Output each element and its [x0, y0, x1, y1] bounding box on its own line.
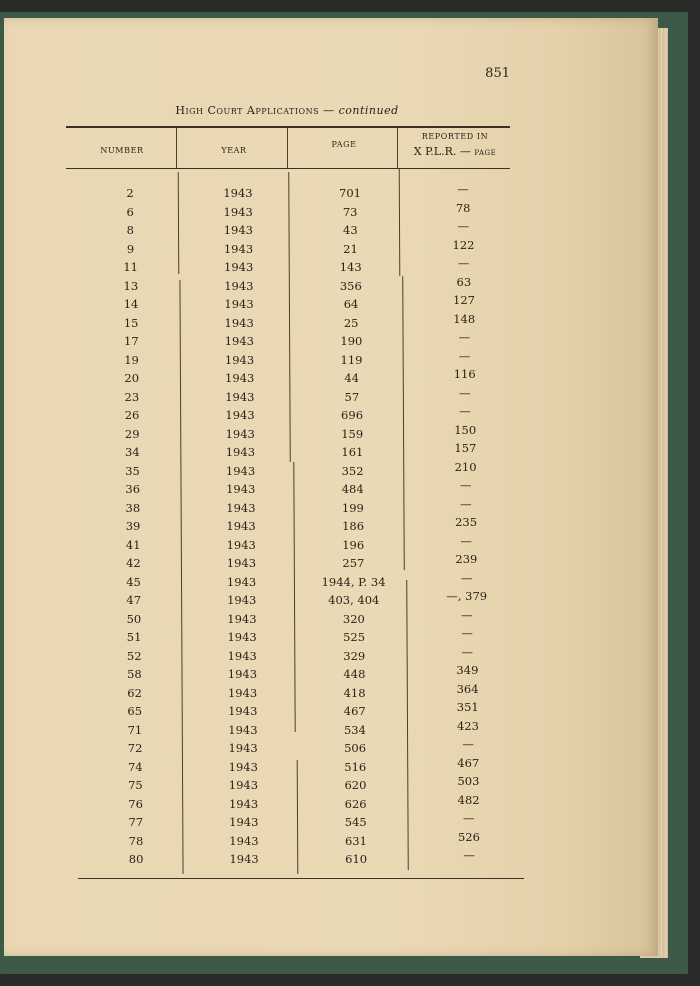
cell-year: 1943 [227, 685, 258, 700]
cell-page: 43 [343, 223, 358, 237]
running-title [66, 104, 508, 117]
table-row [5, 774, 700, 797]
cell-number: 65 [127, 704, 143, 718]
cell-page: 159 [341, 426, 364, 441]
cell-reported: — [457, 256, 470, 270]
cell-reported: —, 379 [446, 589, 488, 603]
cell-page: 620 [344, 778, 367, 792]
table-row [2, 348, 700, 372]
cell-year: 1943 [223, 186, 253, 200]
cell-number: 9 [126, 241, 135, 256]
cell-year: 1943 [224, 278, 254, 293]
table-row [1, 237, 700, 261]
cell-page: 25 [343, 315, 359, 330]
header-reported-line1: REPORTED IN [421, 132, 489, 141]
cell-number: 34 [125, 445, 140, 459]
cell-number: 36 [125, 482, 141, 496]
cell-page: 626 [344, 796, 367, 811]
cell-page: 57 [344, 389, 360, 404]
table-row [0, 200, 700, 224]
cell-page: 196 [342, 537, 365, 552]
cell-number: 42 [126, 556, 141, 570]
cell-year: 1943 [227, 648, 257, 663]
cell-reported: — [463, 811, 475, 825]
cell-reported: — [460, 496, 472, 511]
cell-number: 8 [126, 223, 134, 237]
header-number: NUMBER [100, 146, 144, 155]
cell-number: 77 [128, 815, 144, 829]
cell-number: 45 [126, 574, 141, 589]
cell-year: 1943 [227, 593, 257, 607]
table-row [3, 459, 700, 483]
cell-page: 73 [342, 204, 358, 219]
table-body [0, 182, 700, 871]
cell-page: 44 [344, 371, 360, 385]
cell-year: 1943 [225, 463, 256, 478]
cell-year: 1943 [229, 815, 259, 829]
cell-reported: 148 [453, 311, 476, 326]
table-row [5, 737, 700, 760]
cell-number: 58 [127, 667, 142, 681]
cell-page: 696 [341, 408, 364, 422]
table-row [6, 829, 700, 853]
cell-year: 1943 [228, 704, 258, 718]
cell-reported: — [461, 626, 473, 640]
cell-number: 51 [126, 630, 142, 644]
cell-reported: — [463, 848, 475, 862]
cell-reported: 127 [453, 293, 475, 307]
cell-year: 1943 [224, 297, 254, 311]
cell-year: 1943 [226, 500, 256, 515]
table-row [5, 718, 700, 742]
cell-page: 119 [340, 352, 363, 367]
table-row [1, 293, 700, 316]
cell-page: 356 [339, 278, 362, 293]
cell-year: 1943 [224, 352, 255, 367]
cell-year: 1943 [228, 778, 259, 792]
header-reported-source: X P.L.R. — [413, 145, 471, 158]
cell-number: 15 [123, 315, 139, 330]
cell-page: 701 [339, 186, 361, 200]
cell-year: 1943 [226, 574, 257, 589]
cell-number: 41 [125, 537, 141, 552]
cell-reported: 210 [454, 459, 477, 474]
cell-reported: — [461, 607, 473, 622]
cell-page: 64 [343, 297, 359, 311]
cell-page: 545 [344, 815, 367, 829]
cell-year: 1943 [224, 260, 254, 274]
cell-reported: 482 [457, 792, 480, 807]
table-row [3, 478, 700, 501]
cell-number: 80 [128, 852, 144, 866]
cell-number: 78 [128, 833, 144, 848]
cell-year: 1943 [228, 759, 258, 774]
table-row [4, 663, 700, 686]
cell-year: 1943 [225, 371, 255, 385]
cell-number: 52 [126, 648, 142, 663]
cell-reported: 122 [452, 237, 475, 252]
header-year: YEAR [221, 146, 247, 155]
cell-reported: — [457, 182, 469, 196]
cell-number: 26 [124, 408, 140, 422]
cell-number: 39 [125, 519, 141, 533]
table-top-rule [66, 126, 510, 128]
table-row [2, 404, 700, 427]
cell-reported: 235 [455, 515, 478, 529]
cell-reported: — [457, 219, 470, 233]
page-number: 851 [485, 66, 510, 81]
cell-page: 1944, P. 34 [321, 574, 386, 589]
table-row [0, 219, 700, 242]
cell-number: 23 [124, 389, 140, 404]
table-row [6, 848, 700, 871]
cell-page: 143 [339, 260, 362, 274]
cell-number: 62 [127, 685, 142, 700]
cell-number: 75 [128, 778, 143, 792]
table-row [5, 755, 700, 779]
cell-number: 19 [124, 352, 139, 367]
running-title-continued: — continued [323, 104, 399, 117]
cell-year: 1943 [224, 315, 254, 330]
cell-year: 1943 [223, 241, 254, 256]
table-row [3, 496, 700, 520]
cell-page: 610 [345, 852, 368, 866]
table-row [0, 182, 700, 205]
cell-reported: 364 [456, 681, 479, 696]
cell-page: 320 [342, 611, 365, 626]
table-row [3, 533, 700, 557]
cell-reported: 116 [453, 367, 476, 381]
table-bottom-rule [78, 878, 524, 879]
table-row [5, 700, 700, 723]
cell-reported: — [458, 330, 471, 344]
cell-year: 1943 [227, 667, 258, 681]
table-row [3, 552, 700, 575]
cell-year: 1943 [226, 482, 256, 496]
cell-reported: 349 [456, 663, 479, 677]
cell-reported: 351 [456, 700, 479, 714]
cell-page: 403, 404 [328, 593, 380, 607]
table-row [2, 441, 700, 464]
header-reported-line2 [398, 145, 512, 158]
cell-year: 1943 [227, 630, 257, 644]
cell-page: 190 [340, 334, 363, 348]
cell-reported: — [460, 570, 473, 585]
cell-reported: 78 [455, 200, 471, 215]
cell-number: 17 [124, 334, 139, 348]
table-row [2, 422, 700, 446]
table-row [3, 515, 700, 538]
cell-number: 6 [126, 204, 134, 219]
header-page: PAGE [331, 140, 357, 149]
cell-year: 1943 [225, 426, 255, 441]
cell-number: 11 [123, 260, 138, 274]
cell-reported: 503 [457, 774, 480, 788]
cell-year: 1943 [225, 389, 255, 404]
table-row [1, 311, 700, 335]
cell-reported: — [461, 644, 473, 659]
cell-number: 71 [127, 722, 143, 737]
cell-page: 506 [344, 741, 367, 755]
cell-page: 516 [344, 759, 367, 774]
table-row [4, 570, 700, 594]
cell-year: 1943 [226, 519, 256, 533]
cell-year: 1943 [224, 334, 255, 348]
cell-reported: 239 [455, 552, 478, 566]
cell-page: 418 [343, 685, 366, 700]
cell-page: 329 [343, 648, 366, 663]
cell-year: 1943 [228, 722, 258, 737]
running-title-text: High Court Applications [175, 104, 320, 117]
cell-year: 1943 [229, 852, 259, 866]
table-row [1, 256, 700, 279]
cell-reported: — [458, 348, 471, 363]
cell-number: 20 [124, 371, 140, 385]
cell-reported: 150 [454, 422, 477, 437]
cell-number: 47 [126, 593, 142, 607]
cell-reported: — [462, 737, 474, 751]
cell-reported: — [459, 404, 471, 418]
cell-page: 484 [341, 482, 364, 496]
cell-year: 1943 [227, 611, 257, 626]
cell-reported: — [459, 478, 472, 492]
header-reported-page: PAGE [474, 149, 497, 157]
cell-year: 1943 [223, 223, 253, 237]
cell-number: 50 [126, 611, 142, 626]
cell-number: 35 [125, 463, 140, 478]
table-row [2, 367, 700, 390]
cell-reported: 526 [457, 829, 480, 844]
cell-year: 1943 [225, 408, 255, 422]
cell-year: 1943 [223, 204, 253, 219]
cell-reported: — [459, 385, 471, 400]
cell-page: 534 [343, 722, 366, 737]
table-row [6, 811, 700, 834]
cell-page: 199 [341, 500, 364, 515]
cell-page: 257 [342, 556, 365, 570]
table-header-rule [66, 168, 510, 169]
cell-number: 2 [126, 186, 134, 200]
cell-year: 1943 [228, 741, 258, 755]
cell-reported: 157 [454, 441, 477, 455]
cell-year: 1943 [228, 796, 259, 811]
cell-number: 13 [123, 278, 139, 293]
cell-number: 72 [127, 741, 143, 755]
cell-number: 38 [125, 500, 141, 515]
header-divider-3 [397, 128, 398, 168]
cell-reported: 467 [457, 755, 480, 770]
cell-page: 161 [341, 445, 364, 459]
cell-year: 1943 [226, 556, 257, 570]
cell-page: 631 [344, 833, 367, 848]
table-row [2, 385, 700, 409]
table-row [4, 626, 700, 649]
cell-number: 29 [124, 426, 140, 441]
cell-page: 467 [343, 704, 366, 718]
cell-page: 448 [343, 667, 366, 681]
cell-reported: 423 [456, 718, 479, 733]
cell-page: 525 [343, 630, 366, 644]
cell-year: 1943 [229, 833, 259, 848]
table-row [5, 681, 700, 705]
cell-year: 1943 [226, 537, 256, 552]
cell-year: 1943 [225, 445, 256, 459]
header-reported [398, 132, 512, 158]
header-divider-1 [176, 128, 177, 168]
cell-number: 14 [123, 297, 139, 311]
cell-reported: — [460, 533, 472, 548]
cell-page: 21 [343, 241, 358, 256]
table-row [1, 330, 700, 353]
table-row [4, 589, 700, 612]
table-row [1, 274, 700, 298]
cell-reported: 63 [456, 274, 472, 289]
table-row [6, 792, 700, 816]
table-row [4, 607, 700, 631]
cell-number: 74 [127, 759, 143, 774]
table-row [4, 644, 700, 668]
cell-number: 76 [128, 796, 143, 811]
cell-page: 186 [342, 519, 365, 533]
cell-page: 352 [341, 463, 364, 478]
header-divider-2 [287, 128, 288, 168]
